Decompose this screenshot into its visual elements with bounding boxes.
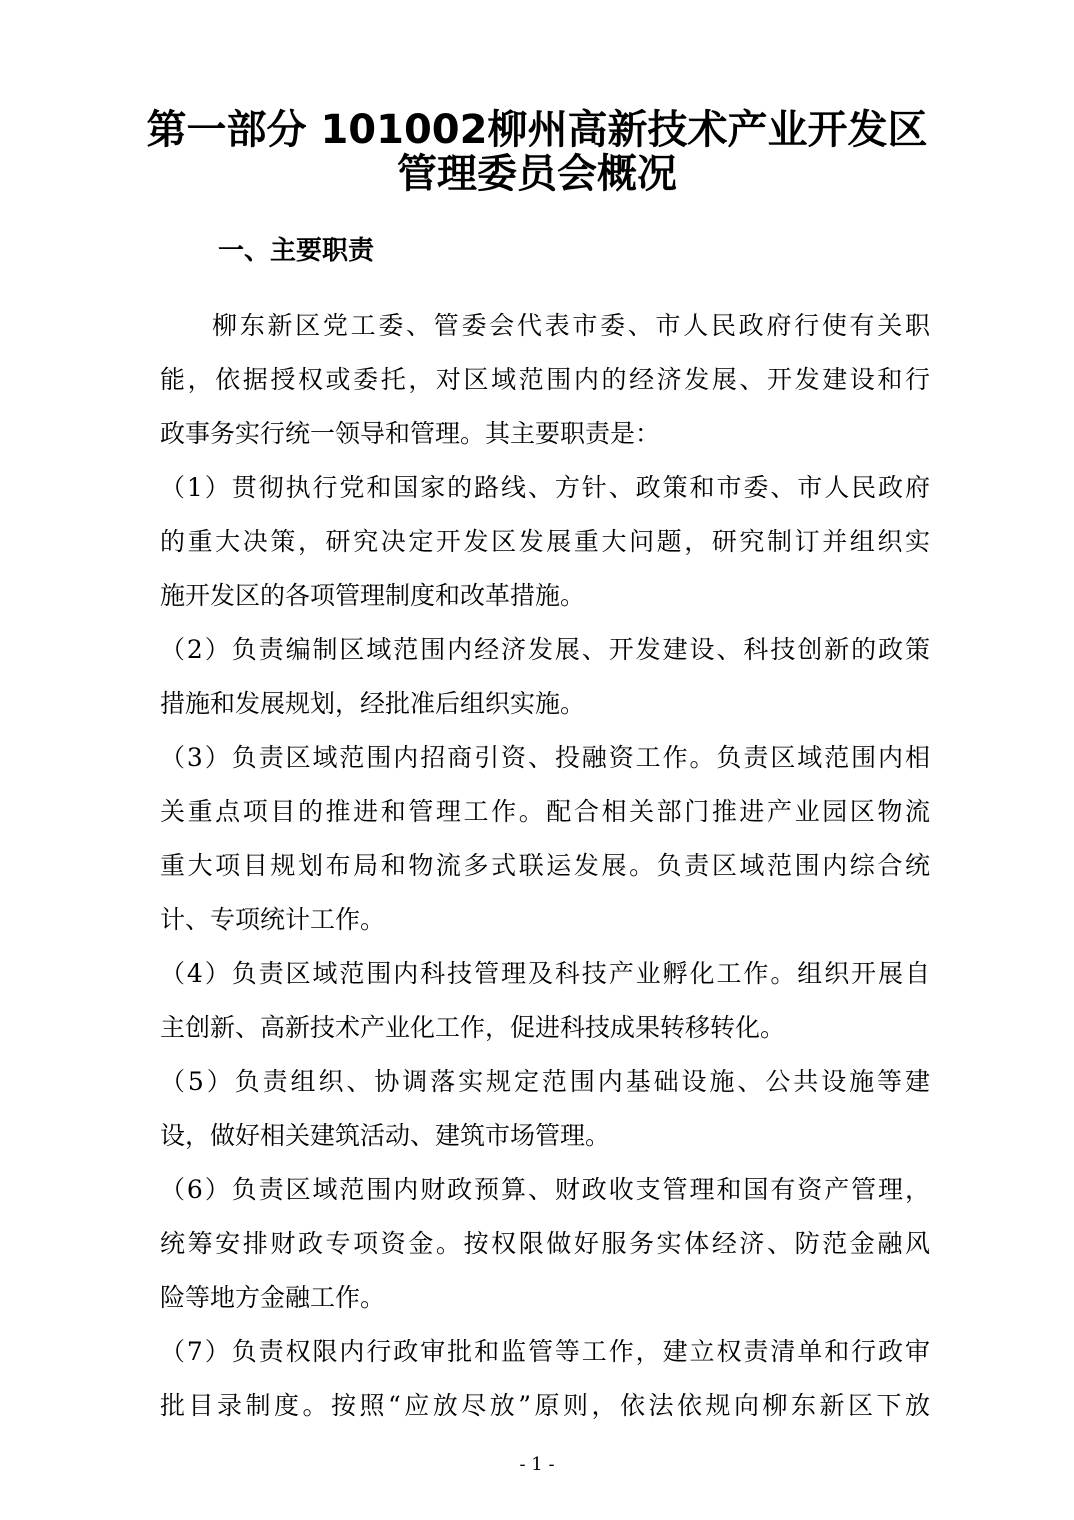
page-title-line-2: 管理委员会概况 (397, 151, 677, 197)
body-line: 批目录制度。按照“应放尽放”原则，依法依规向柳东新区下放 (160, 1391, 930, 1420)
body-line: 重大项目规划布局和物流多式联运发展。负责区域范围内综合统 (160, 851, 930, 880)
body-line: 施开发区的各项管理制度和改革措施。 (160, 581, 586, 610)
body-line: 主创新、高新技术产业化工作，促进科技成果转移转化。 (160, 1013, 786, 1042)
body-line: 的重大决策，研究决定开发区发展重大问题，研究制订并组织实 (160, 527, 930, 556)
body-line: （3）负责区域范围内招商引资、投融资工作。负责区域范围内相 (160, 743, 930, 772)
body-line: 政事务实行统一领导和管理。其主要职责是： (160, 419, 661, 448)
body-line: 统筹安排财政专项资金。按权限做好服务实体经济、防范金融风 (160, 1229, 930, 1258)
body-line: （6）负责区域范围内财政预算、财政收支管理和国有资产管理， (160, 1175, 930, 1204)
body-line: 险等地方金融工作。 (160, 1283, 386, 1312)
page-title-line-1: 第一部分 101002柳州高新技术产业开发区 (146, 107, 928, 153)
body-line: （4）负责区域范围内科技管理及科技产业孵化工作。组织开展自 (160, 959, 930, 988)
body-line: 计、专项统计工作。 (160, 905, 386, 934)
body-line: （5）负责组织、协调落实规定范围内基础设施、公共设施等建 (160, 1067, 930, 1096)
body-line: 措施和发展规划，经批准后组织实施。 (160, 689, 586, 718)
body-line: 能，依据授权或委托，对区域范围内的经济发展、开发建设和行 (160, 365, 930, 394)
body-line: 关重点项目的推进和管理工作。配合相关部门推进产业园区物流 (160, 797, 930, 826)
body-line: 柳东新区党工委、管委会代表市委、市人民政府行使有关职 (212, 311, 930, 340)
body-line: （2）负责编制区域范围内经济发展、开发建设、科技创新的政策 (160, 635, 930, 664)
body-line: （7）负责权限内行政审批和监管等工作，建立权责清单和行政审 (160, 1337, 930, 1366)
page-number: - 1 - (519, 1454, 555, 1475)
body-line: 设，做好相关建筑活动、建筑市场管理。 (160, 1121, 611, 1150)
body-line: （1）贯彻执行党和国家的路线、方针、政策和市委、市人民政府 (160, 473, 930, 502)
section-heading: 一、主要职责 (218, 236, 375, 266)
